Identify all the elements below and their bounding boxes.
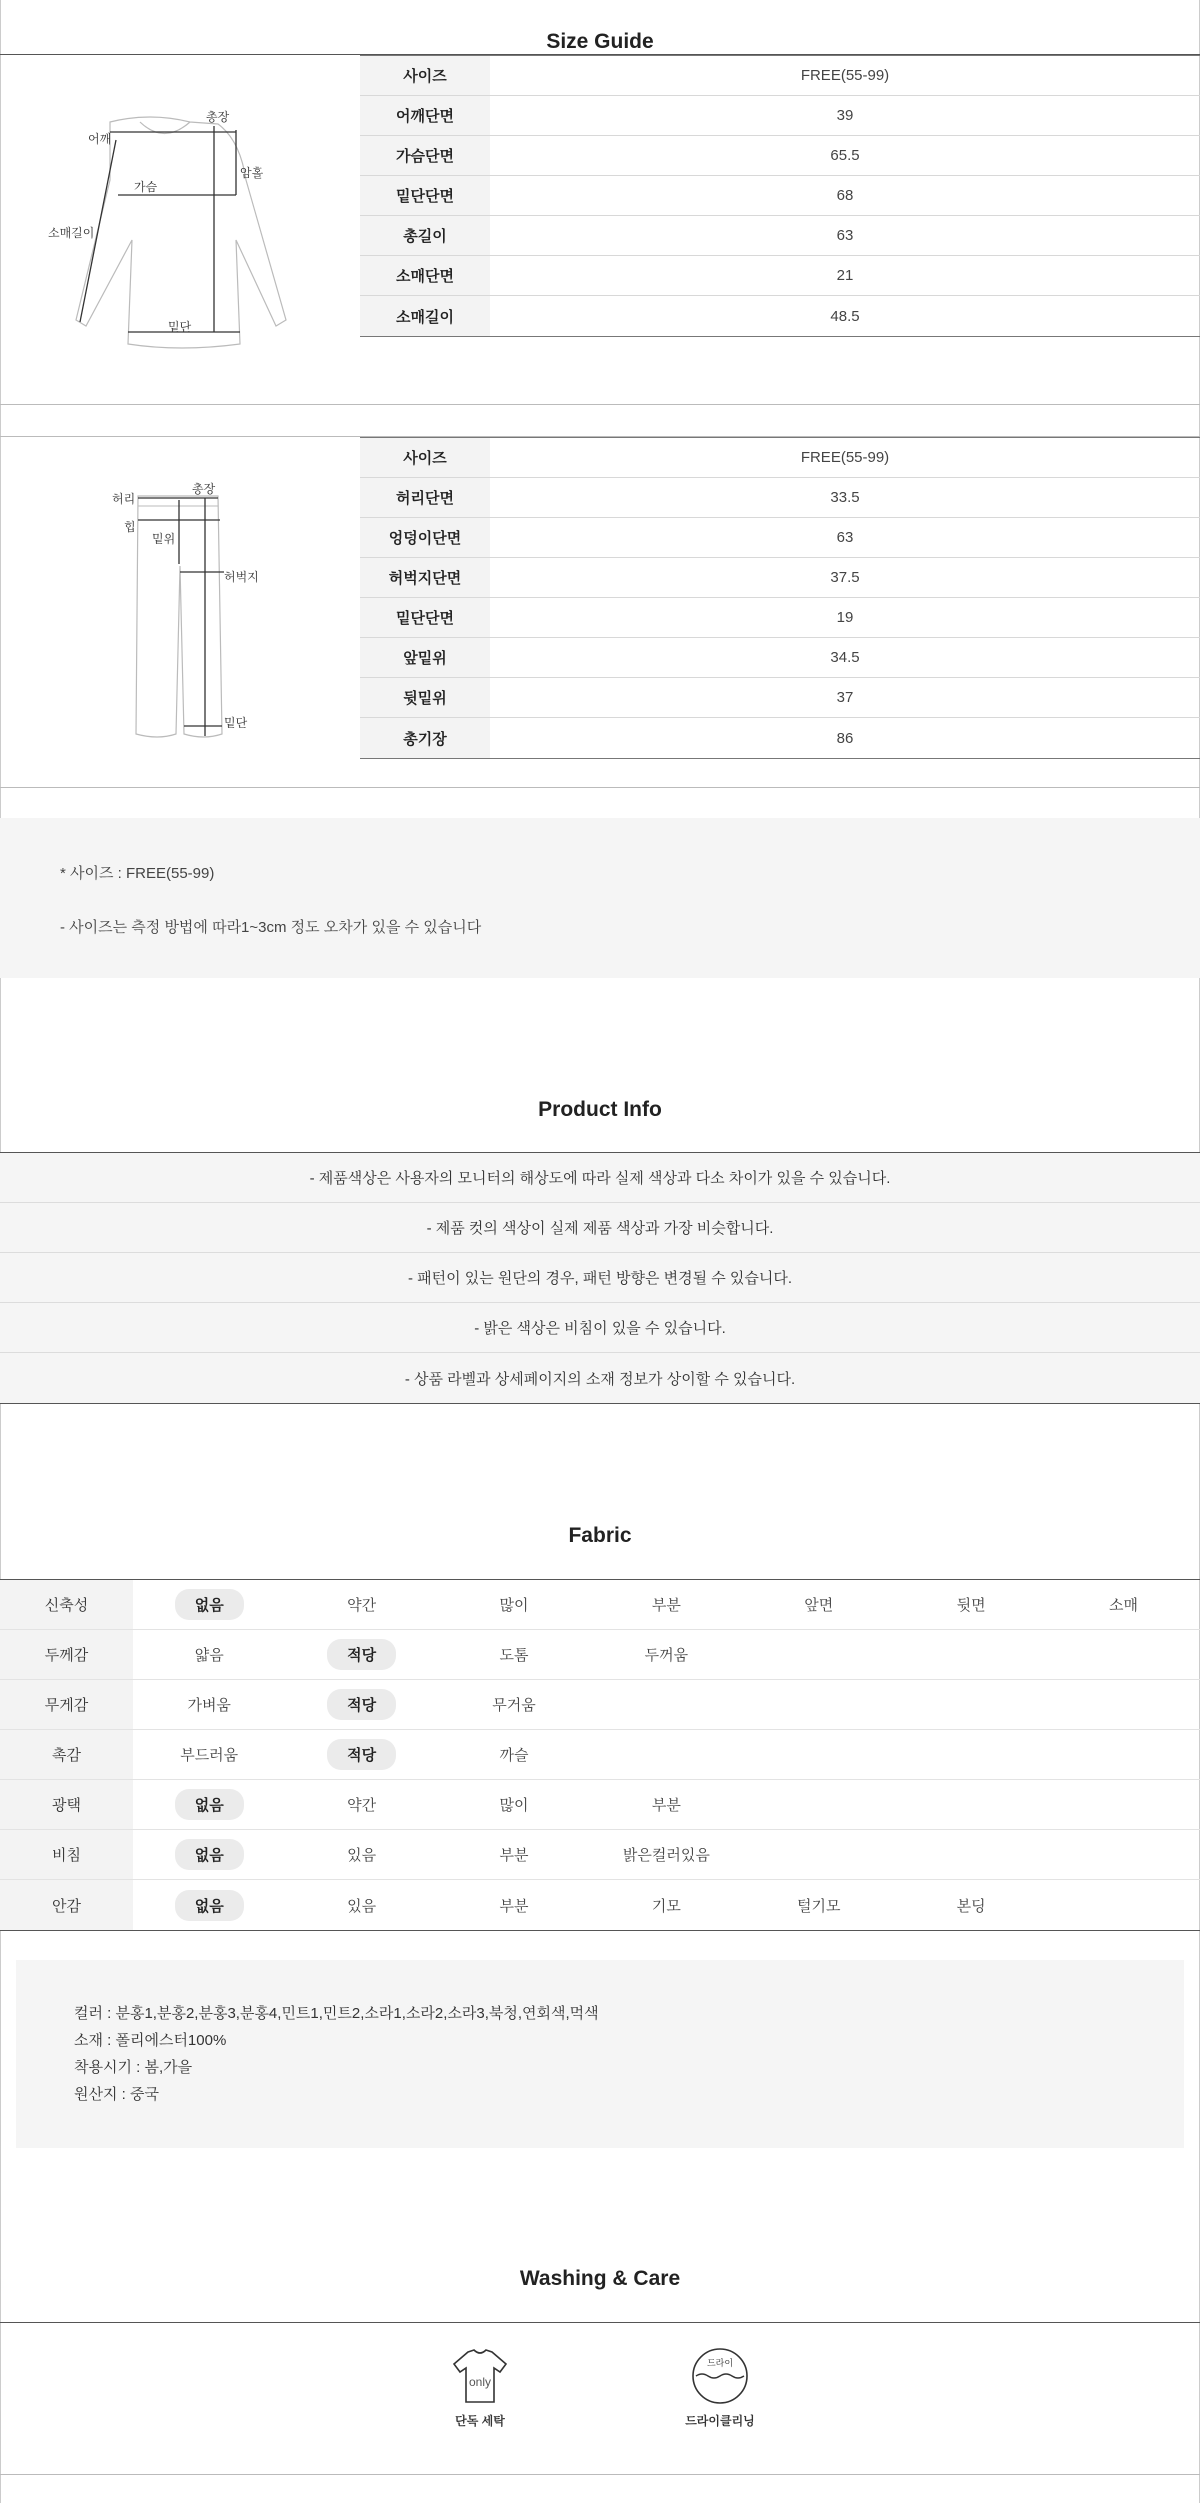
row-key: 소매길이 (360, 296, 490, 336)
product-info-list (0, 1152, 1200, 1404)
fabric-row-key: 두께감 (0, 1630, 133, 1679)
fabric-option-label: 기모 (651, 1897, 681, 1915)
row-value: 33.5 (830, 489, 860, 506)
fabric-row-key: 비침 (0, 1830, 133, 1879)
fabric-option (895, 1680, 1047, 1729)
fabric-detail: 원산지 : 중국 (74, 2086, 159, 2103)
fabric-option (438, 1630, 590, 1679)
table-row (360, 478, 1200, 518)
fabric-option-selected (133, 1880, 285, 1930)
row-key: 사이즈 (360, 56, 490, 95)
fabric-option (590, 1580, 742, 1629)
label-thigh: 허벅지 (224, 570, 259, 584)
fabric-option-label: 없음 (175, 1789, 244, 1820)
table-row (360, 558, 1200, 598)
fabric-option (895, 1580, 1047, 1629)
shirt-only-icon (450, 2346, 510, 2406)
label-waist: 허리 (112, 492, 136, 506)
fabric-option (895, 1830, 1047, 1879)
fabric-row (0, 1630, 1200, 1680)
label-hip: 힙 (124, 520, 136, 534)
washing-title: Washing & Care (519, 2267, 681, 2290)
row-value: 37 (836, 689, 854, 706)
fabric-option-label: 앞면 (804, 1597, 834, 1614)
dry-clean-icon (690, 2346, 750, 2406)
fabric-option (1047, 1680, 1199, 1729)
label-length: 총장 (206, 110, 230, 124)
fabric-option (285, 1780, 437, 1829)
fabric-table (0, 1579, 1200, 1931)
fabric-title: Fabric (568, 1524, 632, 1547)
fabric-option-label: 없음 (175, 1890, 244, 1921)
row-value: FREE(55-99) (800, 449, 890, 466)
pants-outline-icon (100, 476, 280, 746)
size-note: * 사이즈 : FREE(55-99) (60, 865, 215, 882)
dry-icon-text: 드라이 (706, 2359, 734, 2369)
row-value: 37.5 (830, 569, 860, 586)
row-value: 19 (836, 609, 854, 626)
label-shoulder: 어깨 (88, 132, 112, 146)
table-row (360, 256, 1200, 296)
label-rise: 밑위 (152, 532, 176, 546)
fabric-option (590, 1880, 742, 1930)
fabric-option-label: 부드러움 (180, 1747, 239, 1764)
fabric-option (743, 1680, 895, 1729)
fabric-option-label: 도톰 (499, 1647, 529, 1664)
fabric-option (438, 1780, 590, 1829)
row-value: 48.5 (830, 307, 860, 325)
fabric-option-selected (133, 1780, 285, 1829)
fabric-option-label: 본딩 (956, 1897, 986, 1915)
table-row (360, 56, 1200, 96)
fabric-option (590, 1730, 742, 1779)
washing-divider (0, 2322, 1200, 2323)
fabric-option (743, 1780, 895, 1829)
top-size-table (360, 55, 1200, 337)
fabric-option-label: 두꺼움 (644, 1647, 689, 1664)
row-key: 총길이 (360, 216, 490, 255)
fabric-detail: 소재 : 폴리에스터100% (74, 2032, 227, 2049)
fabric-option-label: 약간 (347, 1597, 377, 1614)
label-chest: 가슴 (134, 180, 158, 194)
row-key: 밑단단면 (360, 598, 490, 637)
row-key: 어깨단면 (360, 96, 490, 135)
fabric-option-label: 적당 (327, 1639, 396, 1670)
row-key: 뒷밑위 (360, 678, 490, 717)
table-row (360, 296, 1200, 336)
label-length: 총장 (192, 482, 216, 496)
fabric-option (743, 1630, 895, 1679)
care-label: 드라이클리닝 (685, 2414, 755, 2428)
list-item: - 밝은 색상은 비침이 있을 수 있습니다. (0, 1303, 1200, 1353)
row-key: 허리단면 (360, 478, 490, 517)
fabric-option-label: 뒷면 (956, 1597, 986, 1614)
fabric-option (743, 1830, 895, 1879)
row-value: 39 (836, 107, 854, 124)
fabric-option-label: 털기모 (797, 1897, 841, 1915)
fabric-option (438, 1680, 590, 1729)
fabric-option (1047, 1730, 1199, 1779)
row-key: 가슴단면 (360, 136, 490, 175)
bottom-divider (0, 2474, 1200, 2475)
row-value: 86 (836, 729, 854, 747)
fabric-option (438, 1830, 590, 1879)
row-value: 34.5 (830, 649, 860, 666)
fabric-details-box (16, 1960, 1184, 2148)
row-value: FREE(55-99) (800, 67, 890, 84)
fabric-option-selected (133, 1580, 285, 1629)
care-item-only (410, 2346, 550, 2436)
fabric-row-key: 안감 (0, 1880, 133, 1930)
fabric-option (1047, 1780, 1199, 1829)
fabric-detail: 컬러 : 분홍1,분홍2,분홍3,분홍4,민트1,민트2,소라1,소라2,소라3,북청,연회색,먹색 (74, 2005, 599, 2022)
fabric-row (0, 1730, 1200, 1780)
fabric-option-label: 부분 (651, 1797, 681, 1814)
row-key: 허벅지단면 (360, 558, 490, 597)
fabric-row (0, 1580, 1200, 1630)
table-row (360, 678, 1200, 718)
fabric-option (590, 1630, 742, 1679)
row-value: 68 (836, 187, 854, 204)
fabric-row-key: 촉감 (0, 1730, 133, 1779)
fabric-option-label: 부분 (499, 1847, 529, 1864)
fabric-option (438, 1580, 590, 1629)
table-row (360, 176, 1200, 216)
list-item: - 상품 라벨과 상세페이지의 소재 정보가 상이할 수 있습니다. (0, 1353, 1200, 1403)
fabric-option-label: 무거움 (492, 1697, 536, 1714)
fabric-option-selected (285, 1730, 437, 1779)
fabric-option-label: 약간 (347, 1797, 377, 1814)
table-row (360, 136, 1200, 176)
fabric-option (133, 1680, 285, 1729)
fabric-option-label: 없음 (175, 1839, 244, 1870)
fabric-row-key: 신축성 (0, 1580, 133, 1629)
label-sleeve: 소매길이 (48, 226, 95, 240)
fabric-option-selected (133, 1830, 285, 1879)
fabric-option (895, 1780, 1047, 1829)
fabric-row-key: 광택 (0, 1780, 133, 1829)
fabric-option-selected (285, 1680, 437, 1729)
fabric-option (285, 1880, 437, 1930)
table-row (360, 438, 1200, 478)
table-row (360, 518, 1200, 558)
row-key: 총기장 (360, 718, 490, 758)
size-notes-box (0, 818, 1200, 978)
fabric-option-label: 많이 (499, 1597, 529, 1614)
shirt-icon-text: only (468, 2375, 492, 2389)
fabric-option-label: 가벼움 (187, 1697, 231, 1714)
size-guide-title: Size Guide (546, 30, 654, 53)
row-key: 앞밑위 (360, 638, 490, 677)
fabric-option (438, 1880, 590, 1930)
fabric-option-label: 적당 (327, 1689, 396, 1720)
list-item: - 패턴이 있는 원단의 경우, 패턴 방향은 변경될 수 있습니다. (0, 1253, 1200, 1303)
label-hem: 밑단 (168, 320, 192, 334)
pants-garment-diagram (100, 476, 280, 746)
care-item-dry (650, 2346, 790, 2436)
table-row (360, 598, 1200, 638)
row-value: 21 (836, 267, 854, 284)
label-hem: 밑단 (224, 716, 248, 730)
fabric-option-label: 부분 (499, 1897, 529, 1915)
fabric-option-label: 부분 (651, 1597, 681, 1614)
top-garment-diagram (40, 100, 320, 370)
fabric-option-selected (285, 1630, 437, 1679)
fabric-option (895, 1630, 1047, 1679)
row-value: 63 (836, 227, 854, 244)
fabric-option (285, 1580, 437, 1629)
fabric-option (1047, 1830, 1199, 1879)
row-value: 65.5 (830, 147, 860, 164)
fabric-row (0, 1880, 1200, 1930)
list-item: - 제품색상은 사용자의 모니터의 해상도에 따라 실제 색상과 다소 차이가 있을 수 있습니다. (0, 1153, 1200, 1203)
fabric-option (438, 1730, 590, 1779)
section-divider (0, 404, 1200, 405)
fabric-option-label: 많이 (499, 1797, 529, 1814)
row-key: 밑단단면 (360, 176, 490, 215)
fabric-option-label: 까슬 (499, 1747, 529, 1764)
label-armhole: 암홀 (240, 166, 264, 180)
row-key: 사이즈 (360, 438, 490, 477)
fabric-row (0, 1780, 1200, 1830)
section-divider (0, 787, 1200, 788)
fabric-option-label: 적당 (327, 1739, 396, 1770)
fabric-option (590, 1780, 742, 1829)
list-item: - 제품 컷의 색상이 실제 제품 색상과 가장 비슷합니다. (0, 1203, 1200, 1253)
product-info-title: Product Info (538, 1098, 662, 1121)
table-row (360, 718, 1200, 758)
fabric-option (895, 1880, 1047, 1930)
table-row (360, 638, 1200, 678)
fabric-row (0, 1830, 1200, 1880)
table-row (360, 216, 1200, 256)
care-label: 단독 세탁 (455, 2414, 505, 2428)
fabric-option (895, 1730, 1047, 1779)
fabric-detail: 착용시기 : 봄,가을 (74, 2059, 193, 2076)
fabric-option-label: 얇음 (194, 1647, 224, 1664)
bottom-size-table (360, 437, 1200, 759)
fabric-option-label: 밝은컬러있음 (622, 1847, 710, 1864)
table-row (360, 96, 1200, 136)
fabric-option-label: 없음 (175, 1589, 244, 1620)
row-value: 63 (836, 529, 854, 546)
fabric-option (743, 1880, 895, 1930)
fabric-option (743, 1730, 895, 1779)
size-note: - 사이즈는 측정 방법에 따라1~3cm 정도 오차가 있을 수 있습니다 (60, 919, 482, 936)
fabric-option (1047, 1580, 1199, 1629)
fabric-option (285, 1830, 437, 1879)
fabric-option-label: 소매 (1109, 1597, 1139, 1614)
fabric-option-label: 있음 (347, 1847, 377, 1864)
fabric-option-label: 있음 (347, 1897, 377, 1915)
fabric-option (133, 1630, 285, 1679)
fabric-option (1047, 1630, 1199, 1679)
fabric-option (133, 1730, 285, 1779)
row-key: 엉덩이단면 (360, 518, 490, 557)
fabric-option (1047, 1880, 1199, 1930)
fabric-option (590, 1830, 742, 1879)
fabric-row-key: 무게감 (0, 1680, 133, 1729)
fabric-row (0, 1680, 1200, 1730)
fabric-option (590, 1680, 742, 1729)
fabric-option (743, 1580, 895, 1629)
row-key: 소매단면 (360, 256, 490, 295)
